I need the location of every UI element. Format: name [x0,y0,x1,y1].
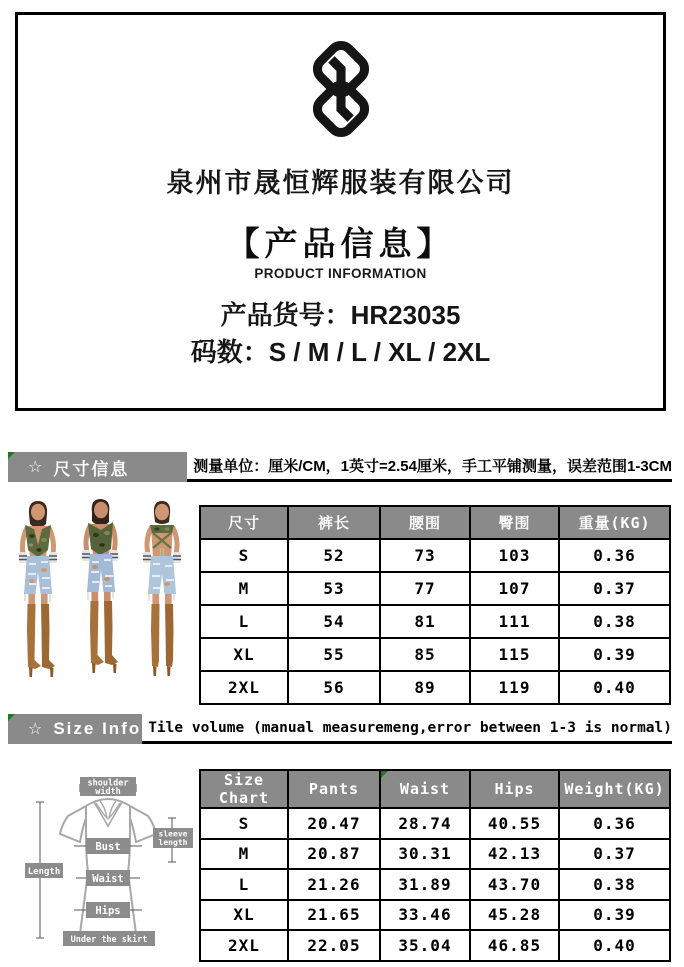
table-cell: 20.47 [288,808,380,839]
table-row [200,671,670,704]
table-cell: S [200,808,288,839]
size-section-inch-header [8,714,672,744]
column-header: 重量(KG) [559,506,670,539]
table-cell: S [200,539,288,572]
table-cell: 0.36 [559,808,670,839]
column-header: Pants [288,770,380,808]
column-header: 臀围 [470,506,559,539]
table-row [200,869,670,900]
section-title-bar-cm [8,452,187,482]
column-header: Waist [380,770,470,808]
table-header-row [200,506,670,539]
table-cell: 0.37 [559,572,670,605]
diagram-labels [25,777,193,946]
table-row [200,539,670,572]
section-title-bar-inch [8,714,142,744]
table-cell: 31.89 [380,869,470,900]
table-cell: 56 [288,671,380,704]
size-section-cm-header [8,452,672,482]
table-cell: 0.39 [559,638,670,671]
table-cell: 111 [470,605,559,638]
measurement-diagram [24,772,196,964]
section-title-inch: Size Info [53,719,142,738]
table-row [200,839,670,870]
table-cell: 107 [470,572,559,605]
table-cell: 2XL [200,671,288,704]
table-cell: 45.28 [470,900,559,931]
model-front-figure [19,501,57,677]
column-header: 裤长 [288,506,380,539]
table-cell: M [200,839,288,870]
table-cell: 42.13 [470,839,559,870]
column-header: 腰围 [380,506,470,539]
under-skirt-label: Under the skirt [70,935,148,945]
table-cell: 0.39 [559,900,670,931]
model-side-figure [82,499,118,673]
table-cell: 89 [380,671,470,704]
table-cell: 0.38 [559,605,670,638]
table-cell: XL [200,638,288,671]
table-cell: L [200,605,288,638]
table-cell: 52 [288,539,380,572]
star-icon: ☆ [28,459,43,476]
item-number-value: HR23035 [350,300,461,330]
table-cell: XL [200,900,288,931]
table-header-row [200,770,670,808]
table-cell: 35.04 [380,930,470,961]
sizes-label: 码数： [190,337,269,367]
product-info-title: 【产品信息】 [226,227,455,263]
table-cell: 43.70 [470,869,559,900]
table-row [200,572,670,605]
table-cell: 81 [380,605,470,638]
product-attributes [18,297,663,371]
table-cell: 21.26 [288,869,380,900]
hips-label: Hips [95,905,121,917]
table-cell: 115 [470,638,559,671]
bust-label: Bust [95,841,121,853]
sizes-value: S / M / L / XL / 2XL [268,337,491,367]
table-cell: 40.55 [470,808,559,839]
table-cell: 0.40 [559,930,670,961]
column-header: Size Chart [200,770,288,808]
table-cell: 30.31 [380,839,470,870]
table-cell: 33.46 [380,900,470,931]
product-info-card [15,12,666,411]
table-cell: 0.37 [559,839,670,870]
sleeve-length-label: sleeve [158,829,188,839]
table-row [200,638,670,671]
column-header: Hips [470,770,559,808]
length-label: Length [27,867,61,877]
sizes-line [18,334,663,371]
measurement-note-cm: 测量单位：厘米/CM，1英寸=2.54厘米，手工平铺测量，误差范围1-3CM [187,452,672,482]
table-row [200,808,670,839]
waist-label: Waist [92,873,124,885]
table-cell: 103 [470,539,559,572]
column-header: 尺寸 [200,506,288,539]
product-photo [4,496,196,706]
item-number-label: 产品货号： [220,300,351,330]
table-row [200,900,670,931]
table-cell: 2XL [200,930,288,961]
star-icon: ☆ [28,721,43,738]
size-table-cm [199,505,671,705]
table-cell: 20.87 [288,839,380,870]
svg-text:length: length [158,838,188,847]
item-number-line [18,297,663,334]
table-cell: 77 [380,572,470,605]
table-cell: 85 [380,638,470,671]
svg-text:width: width [95,787,121,797]
table-cell: 46.85 [470,930,559,961]
table-cell: M [200,572,288,605]
table-cell: 0.38 [559,869,670,900]
measurement-note-inch: Tile volume (manual measuremeng,error between 1-3 is normal) [142,714,672,744]
model-back-figure [143,501,181,676]
company-name: 泉州市晟恒辉服装有限公司 [166,168,515,198]
table-cell: 28.74 [380,808,470,839]
table-cell: 53 [288,572,380,605]
product-info-subtitle: PRODUCT INFORMATION [254,266,427,281]
shoulder-width-label: shoulder [87,778,129,789]
section-title-cm: 尺寸信息 [53,459,130,479]
table-cell: 0.36 [559,539,670,572]
table-cell: 73 [380,539,470,572]
table-row [200,605,670,638]
brand-logo-icon [289,30,393,148]
table-cell: L [200,869,288,900]
table-cell: 22.05 [288,930,380,961]
table-cell: 21.65 [288,900,380,931]
table-cell: 54 [288,605,380,638]
size-table-inch [199,769,671,962]
column-header: Weight(KG) [559,770,670,808]
table-cell: 119 [470,671,559,704]
table-cell: 0.40 [559,671,670,704]
table-row [200,930,670,961]
table-cell: 55 [288,638,380,671]
